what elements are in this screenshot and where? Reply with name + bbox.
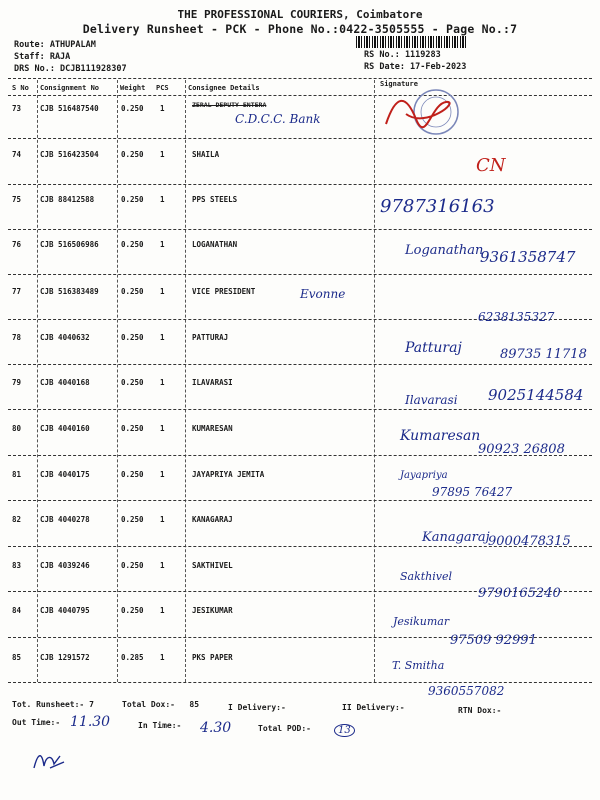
drs-label: DRS No.: DCJB111928307 [14, 64, 127, 74]
in-time-label: In Time:- [138, 721, 182, 730]
handwritten-name: Evonne [300, 287, 346, 301]
row-consignment-no: CJB 516383489 [40, 287, 99, 296]
row-consignee: LOGANATHAN [192, 240, 238, 249]
row-weight: 0.250 [121, 561, 144, 570]
signature-stamp [376, 84, 466, 140]
rs-date-label: RS Date: 17-Feb-2023 [364, 62, 467, 72]
route-label: Route: ATHUPALAM [14, 40, 96, 50]
row-weight: 0.250 [121, 424, 144, 433]
col-sno: S No [12, 84, 29, 92]
row-consignment-no: CJB 1291572 [40, 653, 90, 662]
col-pcs: PCS [156, 84, 169, 92]
tot-runsheet: Tot. Runsheet:- 7 [12, 700, 94, 709]
row-consignee: SHAILA [192, 150, 220, 159]
row-consignment-no: CJB 516506986 [40, 240, 99, 249]
handwritten-phone: 9361358747 [480, 248, 576, 266]
row-sno: 77 [12, 287, 22, 296]
handwritten-phone: 9790165240 [478, 586, 561, 601]
row-consignment-no: CJB 4040278 [40, 515, 90, 524]
row-consignment-no: CJB 516423504 [40, 150, 99, 159]
handwritten-phone: 9025144584 [488, 386, 584, 404]
row-consignee: ZERAL DEPUTY ENTERA [192, 101, 267, 109]
handwritten-name: Ilavarasi [405, 393, 458, 407]
row-pcs: 1 [160, 287, 165, 296]
row-pcs: 1 [160, 195, 165, 204]
handwritten-name: Jayapriya [400, 470, 448, 481]
col-consignment: Consignment No [40, 84, 100, 92]
row-rule [8, 364, 592, 365]
handwritten-name: Loganathan [405, 243, 484, 258]
handwritten-name: Patturaj [405, 340, 462, 356]
row-sno: 84 [12, 606, 22, 615]
row-pcs: 1 [160, 378, 165, 387]
row-sno: 80 [12, 424, 22, 433]
row-consignee: PATTURAJ [192, 333, 229, 342]
row-weight: 0.250 [121, 470, 144, 479]
row-pcs: 1 [160, 470, 165, 479]
row-consignee: JAYAPRIYA JEMITA [192, 470, 265, 479]
row-rule [8, 229, 592, 230]
row-consignee: PKS PAPER [192, 653, 233, 662]
row-pcs: 1 [160, 104, 165, 113]
row-sno: 79 [12, 378, 22, 387]
col-weight: Weight [120, 84, 146, 92]
rs-no-label: RS No.: 1119283 [364, 50, 441, 60]
row-weight: 0.250 [121, 333, 144, 342]
row-rule [8, 409, 592, 410]
row-consignee: SAKTHIVEL [192, 561, 233, 570]
row-weight: 0.250 [121, 515, 144, 524]
row-sno: 78 [12, 333, 22, 342]
out-time-label: Out Time:- [12, 718, 61, 727]
barcode [356, 36, 466, 48]
row-consignee: KUMARESAN [192, 424, 233, 433]
handwritten-name: Kumaresan [400, 428, 481, 444]
staff-label: Staff: RAJA [14, 52, 71, 62]
row-consignment-no: CJB 88412588 [40, 195, 95, 204]
header-bottom-rule [8, 95, 592, 96]
handwritten-phone: 9787316163 [380, 196, 495, 217]
row-sno: 85 [12, 653, 22, 662]
handwritten-phone: 9000478315 [488, 534, 571, 549]
total-pod-label: Total POD:- [258, 724, 311, 733]
row-sno: 83 [12, 561, 22, 570]
row-sno: 82 [12, 515, 22, 524]
row-rule [8, 184, 592, 185]
row-consignee: JESIKUMAR [192, 606, 233, 615]
row-pcs: 1 [160, 561, 165, 570]
row-weight: 0.250 [121, 378, 144, 387]
row-consignment-no: CJB 4040168 [40, 378, 90, 387]
i-delivery: I Delivery:- [228, 703, 286, 712]
rtn-dox: RTN Dox:- [458, 706, 502, 715]
initials-signature [30, 748, 70, 774]
out-time-value: 11.30 [70, 714, 111, 730]
row-sno: 74 [12, 150, 22, 159]
row-consignee: PPS STEELS [192, 195, 238, 204]
row-consignment-no: CJB 4040175 [40, 470, 90, 479]
handwritten-phone: 89735 11718 [500, 347, 587, 362]
row-consignee: ILAVARASI [192, 378, 233, 387]
row-rule [8, 500, 592, 501]
row-consignee: VICE PRESIDENT [192, 287, 256, 296]
handwritten-phone: 9360557082 [428, 684, 505, 698]
header-top-rule [8, 78, 592, 79]
total-dox: Total Dox:- 85 [122, 700, 200, 709]
handwritten-name: Jesikumar [393, 615, 450, 628]
handwritten-note: CN [476, 155, 506, 176]
runsheet-subtitle: Delivery Runsheet - PCK - Phone No.:0422-3505555 - Page No.:7 [82, 22, 518, 36]
handwritten-phone: 97895 76427 [432, 485, 513, 499]
row-consignment-no: CJB 4040795 [40, 606, 90, 615]
row-weight: 0.250 [121, 104, 144, 113]
row-rule [8, 274, 592, 275]
row-sno: 73 [12, 104, 22, 113]
row-pcs: 1 [160, 424, 165, 433]
row-consignment-no: CJB 516487540 [40, 104, 99, 113]
row-sno: 81 [12, 470, 22, 479]
row-sno: 76 [12, 240, 22, 249]
total-pod-value: 13 [334, 724, 355, 737]
row-pcs: 1 [160, 606, 165, 615]
company-title: THE PROFESSIONAL COURIERS, Coimbatore [177, 8, 423, 21]
handwritten-note: C.D.C.C. Bank [235, 112, 321, 126]
handwritten-name: Sakthivel [400, 570, 453, 583]
row-rule [8, 682, 592, 683]
row-consignment-no: CJB 4040632 [40, 333, 90, 342]
handwritten-name: Kanagaraj [422, 530, 490, 545]
col-consignee: Consignee Details [188, 84, 260, 92]
row-consignment-no: CJB 4039246 [40, 561, 90, 570]
row-pcs: 1 [160, 515, 165, 524]
handwritten-phone: 6238135327 [478, 310, 555, 324]
handwritten-phone: 90923 26808 [478, 442, 565, 457]
row-pcs: 1 [160, 240, 165, 249]
row-pcs: 1 [160, 150, 165, 159]
row-weight: 0.250 [121, 606, 144, 615]
handwritten-phone: 97509 92991 [450, 633, 537, 648]
row-pcs: 1 [160, 653, 165, 662]
row-weight: 0.250 [121, 150, 144, 159]
row-weight: 0.285 [121, 653, 144, 662]
row-sno: 75 [12, 195, 22, 204]
row-consignee: KANAGARAJ [192, 515, 233, 524]
row-weight: 0.250 [121, 287, 144, 296]
row-pcs: 1 [160, 333, 165, 342]
row-consignment-no: CJB 4040160 [40, 424, 90, 433]
row-weight: 0.250 [121, 195, 144, 204]
row-rule [8, 138, 592, 139]
row-weight: 0.250 [121, 240, 144, 249]
in-time-value: 4.30 [200, 720, 232, 736]
handwritten-name: T. Smitha [392, 659, 445, 672]
ii-delivery: II Delivery:- [342, 703, 405, 712]
col-signature: Signature [380, 80, 418, 88]
